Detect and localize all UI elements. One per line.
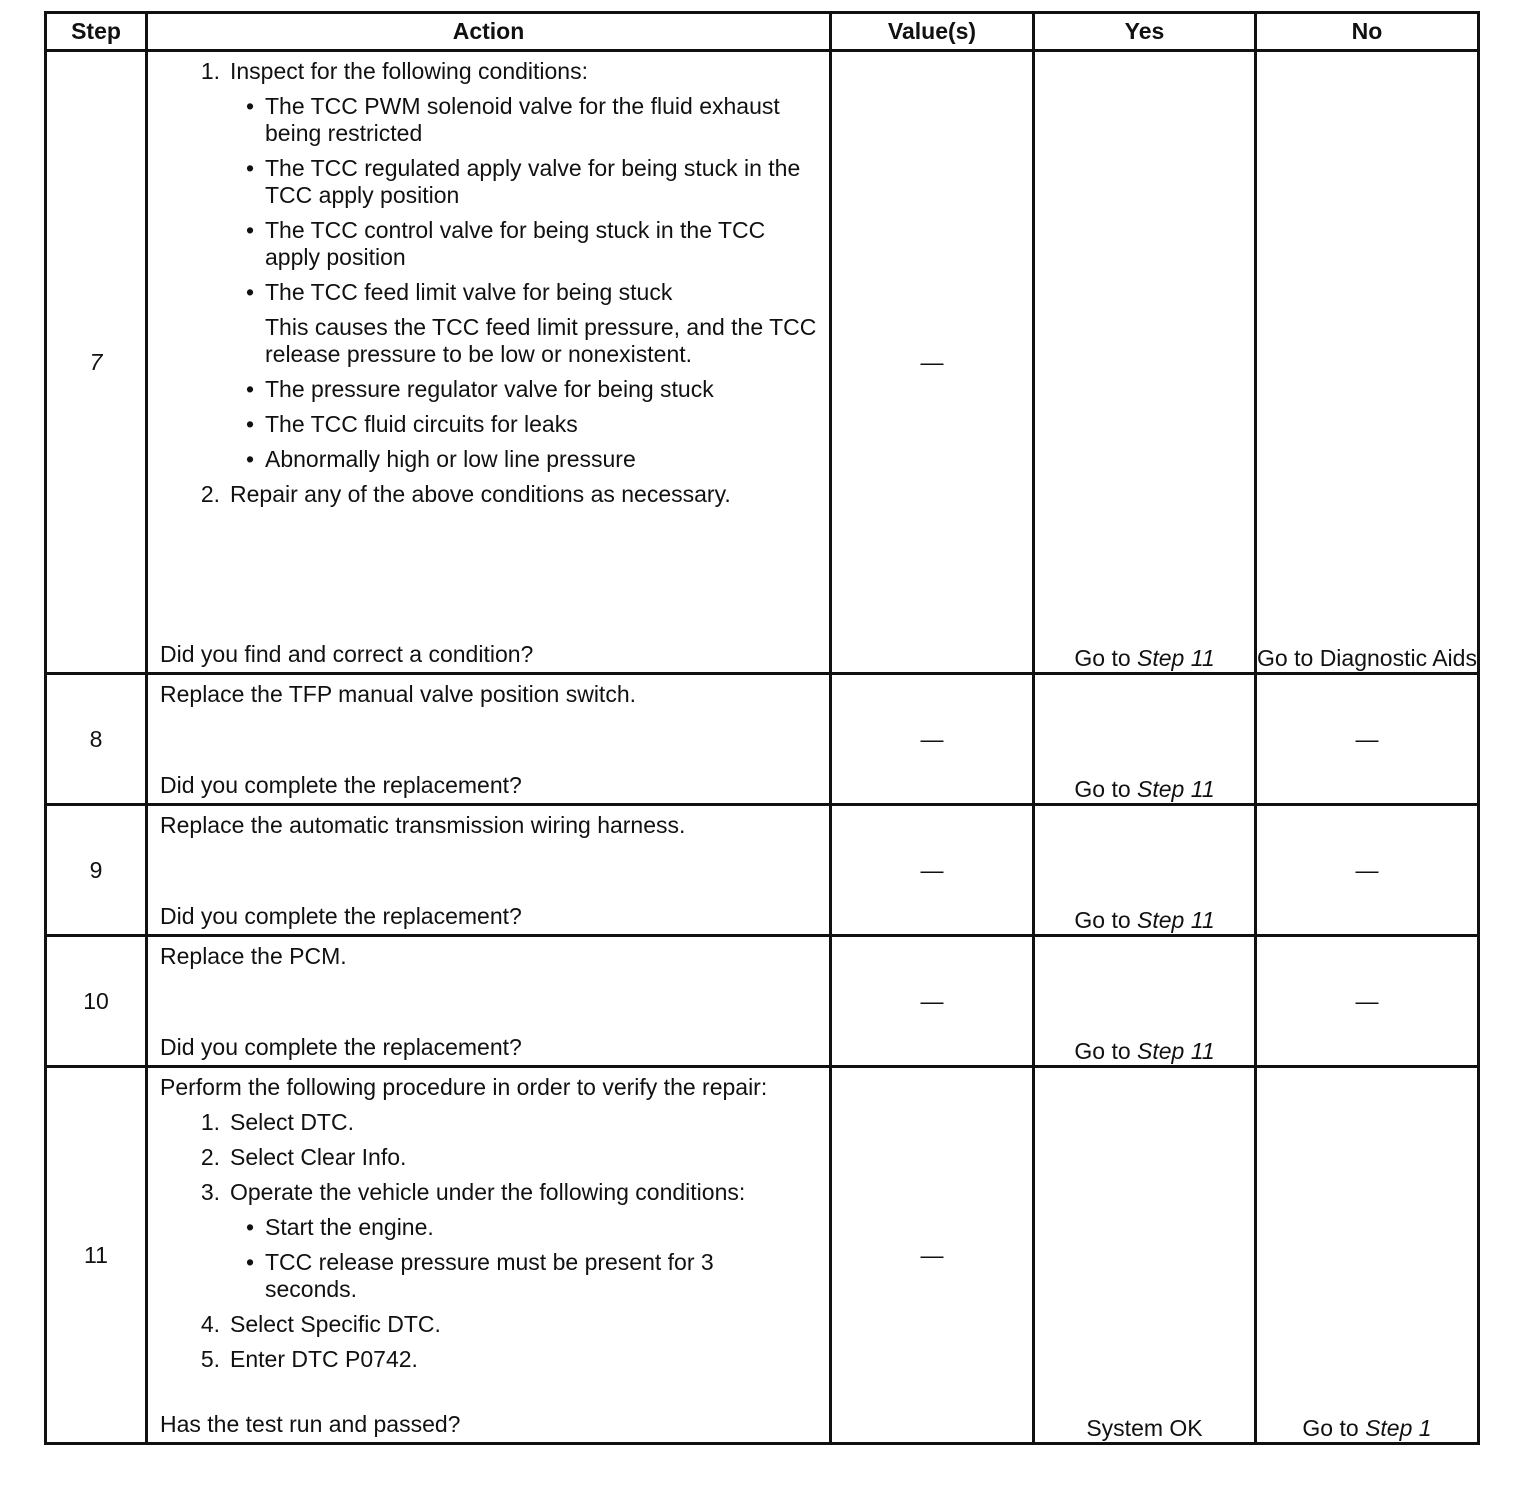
question-text: Did you complete the replacement? xyxy=(160,1034,522,1060)
step-link: Step 11 xyxy=(1137,776,1215,802)
header-values: Value(s) xyxy=(831,13,1034,51)
step-link: Step 11 xyxy=(1137,645,1215,671)
step-link: Step 1 xyxy=(1365,1415,1432,1441)
note-text: This causes the TCC feed limit pressure, and the TCC release pressure to be low or nonexistent. xyxy=(265,314,817,367)
yes-cell: Go to Step 11 xyxy=(1034,674,1256,805)
value-cell: — xyxy=(831,1067,1034,1444)
question-text: Did you complete the replacement? xyxy=(160,903,522,929)
list-item: 1. Select DTC. xyxy=(200,1109,354,1135)
table-row xyxy=(46,936,1479,1067)
step-link: Step 11 xyxy=(1137,907,1215,933)
no-cell: — xyxy=(1256,805,1479,936)
step-number: 8 xyxy=(46,674,147,805)
table-row xyxy=(46,805,1479,936)
table-row xyxy=(46,674,1479,805)
action-cell xyxy=(147,674,831,805)
yes-cell: System OK xyxy=(1034,1067,1256,1444)
no-cell: Go to Step 1 xyxy=(1256,1067,1479,1444)
header-step: Step xyxy=(46,13,147,51)
list-item: • Start the engine. xyxy=(245,1214,434,1240)
step-number: 7 xyxy=(46,51,147,674)
header-row xyxy=(46,13,1479,51)
header-yes: Yes xyxy=(1034,13,1256,51)
table-row xyxy=(46,1067,1479,1444)
action-cell xyxy=(147,51,831,674)
action-cell xyxy=(147,936,831,1067)
action-text: Replace the PCM. xyxy=(160,943,347,969)
step-number: 11 xyxy=(46,1067,147,1444)
yes-cell: Go to Step 11 xyxy=(1034,51,1256,674)
step-link: Step 11 xyxy=(1137,1038,1215,1064)
list-item: • The TCC regulated apply valve for being stuck in the TCC apply position xyxy=(245,155,801,208)
list-item: 4. Select Specific DTC. xyxy=(200,1311,441,1337)
list-item: 5. Enter DTC P0742. xyxy=(200,1346,418,1372)
no-cell: Go to Diagnostic Aids xyxy=(1256,51,1479,674)
diagnostic-table xyxy=(44,11,1480,1445)
action-cell xyxy=(147,805,831,936)
list-item: 2. Repair any of the above conditions as necessary. xyxy=(200,481,731,507)
list-item: • Abnormally high or low line pressure xyxy=(245,446,636,472)
action-text: Perform the following procedure in order to verify the repair: xyxy=(160,1074,768,1100)
list-item: 2. Select Clear Info. xyxy=(200,1144,407,1170)
value-cell: — xyxy=(831,805,1034,936)
header-no: No xyxy=(1256,13,1479,51)
yes-cell: Go to Step 11 xyxy=(1034,936,1256,1067)
list-item: • The TCC feed limit valve for being stuck xyxy=(245,279,673,305)
list-item: 3. Operate the vehicle under the following conditions: xyxy=(200,1179,746,1205)
question-text: Has the test run and passed? xyxy=(160,1411,461,1437)
list-item: • TCC release pressure must be present for 3 seconds. xyxy=(245,1249,714,1302)
value-cell: — xyxy=(831,936,1034,1067)
no-cell: — xyxy=(1256,936,1479,1067)
list-item: 1. Inspect for the following conditions: xyxy=(200,58,588,84)
table-row xyxy=(46,51,1479,674)
list-item: • The pressure regulator valve for being stuck xyxy=(245,376,714,402)
list-item: • The TCC control valve for being stuck in the TCC apply position xyxy=(245,217,766,270)
question-text: Did you find and correct a condition? xyxy=(160,641,534,667)
action-cell xyxy=(147,1067,831,1444)
no-cell: — xyxy=(1256,674,1479,805)
list-item: • The TCC fluid circuits for leaks xyxy=(245,411,578,437)
list-item: • The TCC PWM solenoid valve for the fluid exhaust being restricted xyxy=(245,93,780,146)
question-text: Did you complete the replacement? xyxy=(160,772,522,798)
header-action: Action xyxy=(147,13,831,51)
action-text: Replace the automatic transmission wiring harness. xyxy=(160,812,686,838)
step-number: 10 xyxy=(46,936,147,1067)
action-text: Replace the TFP manual valve position switch. xyxy=(160,681,637,707)
step-number: 9 xyxy=(46,805,147,936)
value-cell: — xyxy=(831,51,1034,674)
yes-cell: Go to Step 11 xyxy=(1034,805,1256,936)
value-cell: — xyxy=(831,674,1034,805)
